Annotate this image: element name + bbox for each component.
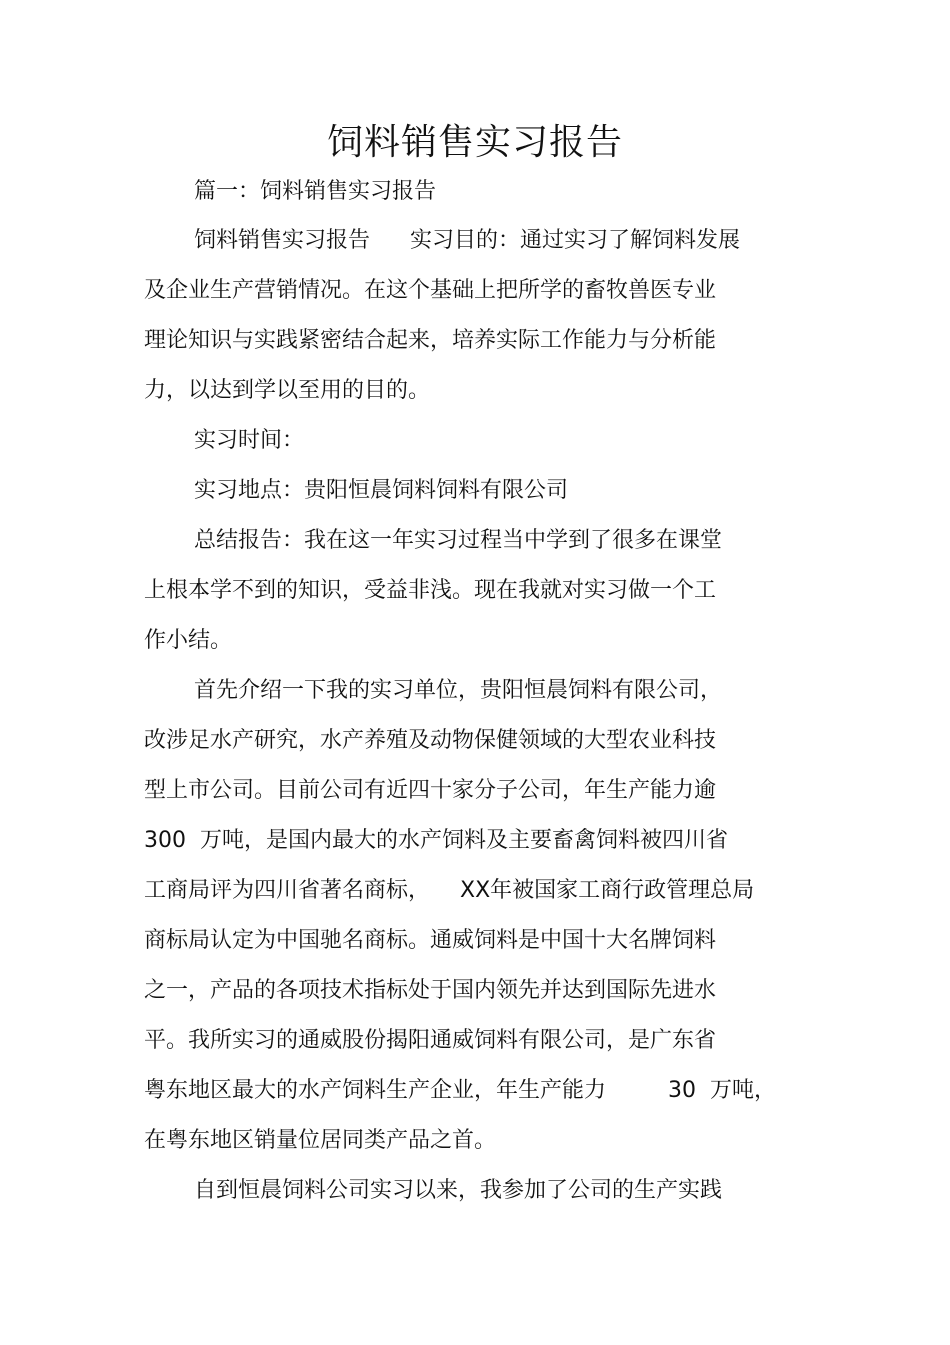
paragraph-line: 平。我所实习的通威股份揭阳通威饲料有限公司，是广东省 — [144, 1028, 717, 1053]
paragraph-line — [194, 226, 740, 256]
paragraph-line: 改涉足水产研究，水产养殖及动物保健领域的大型农业科技 — [144, 728, 717, 753]
paragraph-text: 工商局评为四川省著名商标， — [144, 878, 431, 903]
time-label: 实习时间： — [194, 428, 305, 453]
paragraph-line: 在粤东地区销量位居同类产品之首。 — [144, 1128, 497, 1153]
paragraph-line: 自到恒晨饲料公司实习以来，我参加了公司的生产实践 — [194, 1178, 723, 1203]
paragraph-line: 作小结。 — [144, 628, 233, 653]
paragraph-text: 万吨， — [710, 1078, 777, 1103]
number-text: 300 — [144, 828, 186, 853]
paragraph-line: 首先介绍一下我的实习单位，贵阳恒晨饲料有限公司， — [194, 678, 723, 703]
paragraph-head: 饲料销售实习报告 — [194, 228, 371, 253]
paragraph-line: 及企业生产营销情况。在这个基础上把所学的畜牧兽医专业 — [144, 278, 717, 303]
paragraph-text: 万吨，是国内最大的水产饲料及主要畜禽饲料被四川省 — [200, 828, 729, 853]
paragraph-line: 之一，产品的各项技术指标处于国内领先并达到国际先进水 — [144, 978, 717, 1003]
place-line: 实习地点：贵阳恒晨饲料饲料有限公司 — [194, 478, 569, 503]
number-text: 30 — [668, 1078, 697, 1103]
paragraph-line: 力，以达到学以至用的目的。 — [144, 378, 431, 403]
paragraph-line — [144, 876, 754, 906]
document-title: 饲料销售实习报告 — [326, 122, 623, 163]
paragraph-text: 粤东地区最大的水产饲料生产企业，年生产能力 — [144, 1078, 607, 1103]
paragraph-line: 商标局认定为中国驰名商标。通威饲料是中国十大名牌饲料 — [144, 928, 717, 953]
paragraph-text: XX年被国家工商行政管理总局 — [460, 878, 755, 903]
paragraph-line: 上根本学不到的知识，受益非浅。现在我就对实习做一个工 — [144, 578, 717, 603]
paragraph-line — [144, 1076, 776, 1106]
paragraph-text: 实习目的：通过实习了解饲料发展 — [410, 228, 741, 253]
paragraph-line: 型上市公司。目前公司有近四十家分子公司，年生产能力逾 — [144, 778, 717, 803]
paragraph-line — [144, 826, 728, 856]
paragraph-line: 理论知识与实践紧密结合起来，培养实际工作能力与分析能 — [144, 328, 717, 353]
subtitle: 篇一：饲料销售实习报告 — [194, 179, 437, 204]
paragraph-line: 总结报告：我在这一年实习过程当中学到了很多在课堂 — [194, 528, 723, 553]
